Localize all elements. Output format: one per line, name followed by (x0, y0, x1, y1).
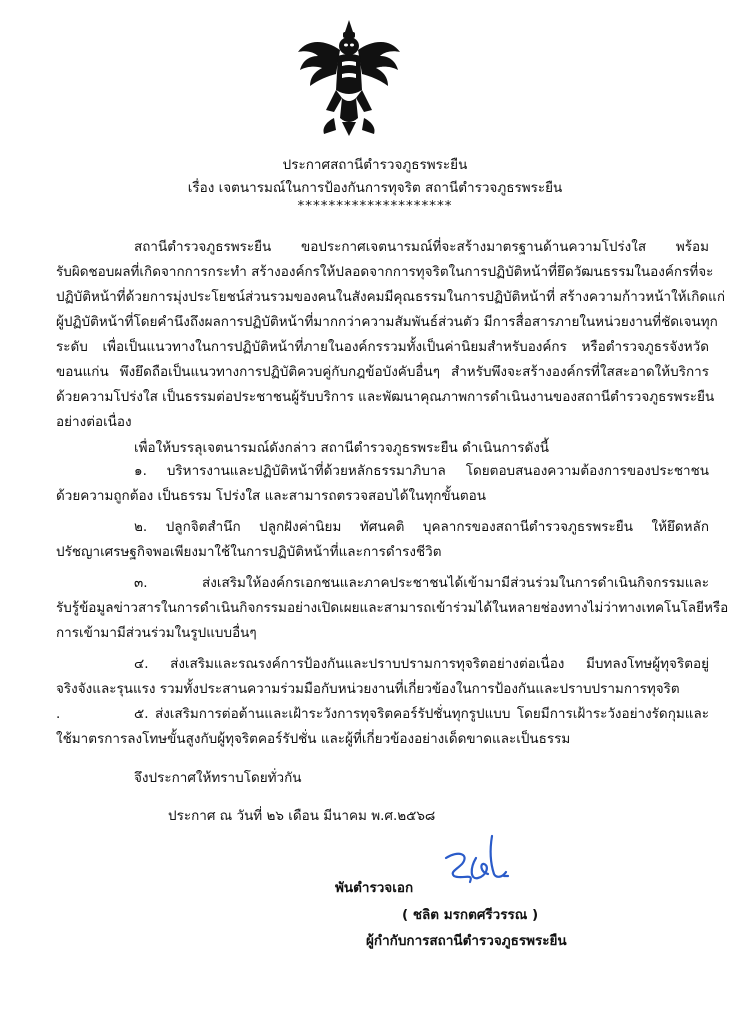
signatory-position: ผู้กำกับการสถานีตำรวจภูธรพระยืน (366, 933, 567, 949)
purpose-line: เพื่อให้บรรลุเจตนารมณ์ดังกล่าว สถานีตำรวจภูธรพระยืน ดำเนินการดังนี้ (134, 440, 550, 456)
item-4-first-line: ๔. ส่งเสริมและรณรงค์การป้องกันและปราบปรามการทุจริตอย่างต่อเนื่อง มีบทลงโทษผู้ทุจริตอยู่ (134, 656, 709, 672)
item-5-lead-dot: . (56, 706, 61, 722)
intro-line-6: ขอนแก่น พึงยึดถือเป็นแนวทางการปฏิบัติควบคู่กับกฎข้อบังคับอื่นๆ สำหรับพึงจะสร้างองค์กรที่ใสสะอาดให้บริการ (56, 364, 709, 380)
item-3-continuation-2: การเข้ามามีส่วนร่วมในรูปแบบอื่นๆ (56, 625, 257, 641)
announcement-date: ประกาศ ณ วันที่ ๒๖ เดือน มีนาคม พ.ศ.๒๕๖๘ (168, 808, 436, 824)
item-1-first-line: ๑. บริหารงานและปฏิบัติหน้าที่ด้วยหลักธรรมาภิบาล โดยตอบสนองความต้องการของประชาชน (134, 463, 709, 479)
item-3-first-line: ๓. ส่งเสริมให้องค์กรเอกชนและภาคประชาชนได้เข้ามามีส่วนร่วมในการดำเนินกิจกรรมและ (134, 575, 709, 591)
intro-line-8: อย่างต่อเนื่อง (56, 414, 132, 430)
document-subject: เรื่อง เจตนารมณ์ในการป้องกันการทุจริต สถานีตำรวจภูธรพระยืน (187, 180, 563, 196)
item-5-first-line: ๕. ส่งเสริมการต่อต้านและเฝ้าระวังการทุจริตคอร์รัปชั่นทุกรูปแบบ โดยมีการเฝ้าระวังอย่างรัดกุมและ (134, 706, 709, 722)
intro-line-3: ปฏิบัติหน้าที่ด้วยการมุ่งประโยชน์ส่วนรวมของคนในสังคมมีคุณธรรมในการปฏิบัติหน้าที่ สร้างความก้าวหน้าให้เกิดแก่ (56, 289, 726, 305)
item-2-continuation: ปรัชญาเศรษฐกิจพอเพียงมาใช้ในการปฏิบัติหน้าที่และการดำรงชีวิต (56, 544, 442, 560)
item-5-continuation: ใช้มาตรการลงโทษขั้นสูงกับผู้ทุจริตคอร์รัปชั่น และผู้ที่เกี่ยวข้องอย่างเด็ดขาดและเป็นธรรม (56, 731, 571, 747)
intro-line-4: ผู้ปฏิบัติหน้าที่โดยคำนึงถึงผลการปฏิบัติหน้าที่มากกว่าความสัมพันธ์ส่วนตัว มีการสื่อสารภายในหน่วยงานที่ชัดเจนทุก (56, 314, 718, 330)
intro-line-5: ระดับ เพื่อเป็นแนวทางในการปฏิบัติหน้าที่ภายในองค์กรรวมทั้งเป็นค่านิยมสำหรับองค์กร หรือตำรวจภูธรจังหวัด (56, 339, 709, 355)
separator-stars: ******************** (297, 198, 453, 214)
signatory-name: ( ชลิต มรกตศรีวรรณ ) (402, 907, 539, 923)
garuda-emblem-icon (296, 18, 402, 136)
intro-line-2: รับผิดชอบผลที่เกิดจากการกระทำ สร้างองค์กรให้ปลอดจากการทุจริตในการปฏิบัติหน้าที่ยึดวัฒนธรรมในองค์กรที่จะ (56, 264, 714, 280)
item-3-continuation-1: รับรู้ข้อมูลข่าวสารในการดำเนินกิจกรรมอย่างเปิดเผยและสามารถเข้าร่วมได้ในหลายช่องทางไม่ว่าทางเทคโนโลยีหรือ (56, 600, 729, 616)
intro-line-1: สถานีตำรวจภูธรพระยืน ขอประกาศเจตนารมณ์ที่จะสร้างมาตรฐานด้านความโปร่งใส พร้อม (134, 239, 709, 255)
item-2-first-line: ๒. ปลูกจิตสำนึก ปลูกฝังค่านิยม ทัศนคติ บุคลากรของสถานีตำรวจภูธรพระยืน ให้ยึดหลัก (134, 519, 709, 535)
document-title: ประกาศสถานีตำรวจภูธรพระยืน (282, 157, 468, 173)
closing-line: จึงประกาศให้ทราบโดยทั่วกัน (134, 770, 302, 786)
intro-line-7: ด้วยความโปร่งใส เป็นธรรมต่อประชาชนผู้รับบริการ และพัฒนาคุณภาพการดำเนินงานของสถานีตำรวจภูธรพระยืน (56, 389, 715, 405)
item-4-continuation: จริงจังและรุนแรง รวมทั้งประสานความร่วมมือกับหน่วยงานที่เกี่ยวข้องในการป้องกันและปราบปรามการทุจริต (56, 681, 680, 697)
signatory-rank: พันตำรวจเอก (335, 880, 414, 896)
item-1-continuation: ด้วยความถูกต้อง เป็นธรรม โปร่งใส และสามารถตรวจสอบได้ในทุกขั้นตอน (56, 488, 486, 504)
handwritten-signature-icon (436, 828, 520, 898)
